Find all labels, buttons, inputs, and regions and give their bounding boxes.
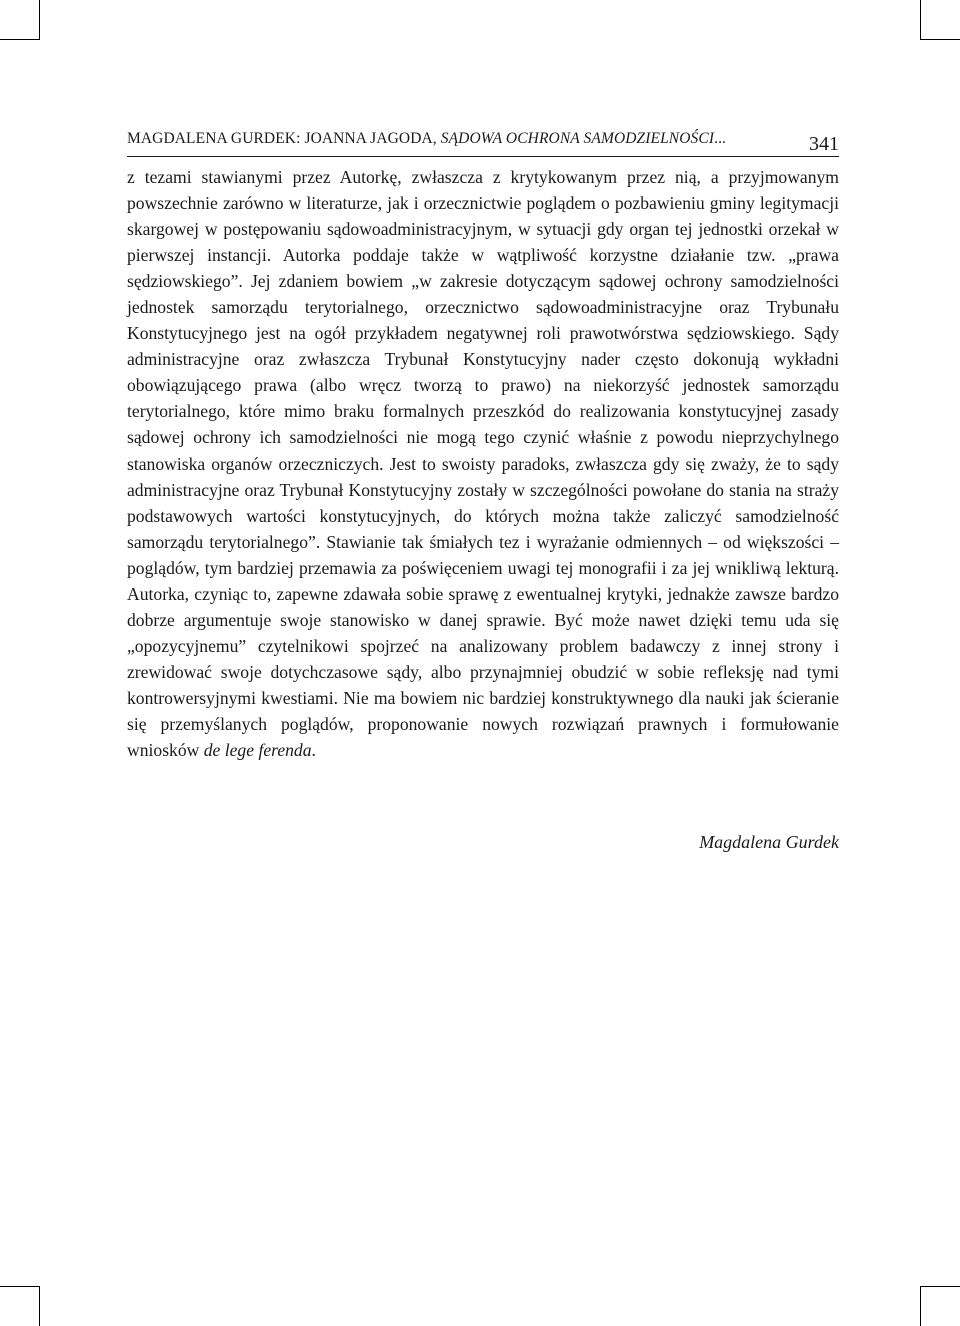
body-text-end: . xyxy=(311,740,316,761)
body-text-italic-phrase: de lege ferenda xyxy=(203,740,312,761)
running-head-book-title: SĄDOWA OCHRONA SAMODZIELNOŚCI xyxy=(440,130,715,147)
running-head xyxy=(127,130,839,157)
body-paragraph xyxy=(127,164,839,763)
crop-mark-bottom-left-vertical xyxy=(39,1286,40,1326)
running-head-ellipsis: ... xyxy=(714,130,727,147)
crop-mark-top-right-vertical xyxy=(920,0,921,40)
crop-mark-top-left-vertical xyxy=(39,0,40,40)
body-text-main: z tezami stawianymi przez Autorkę, zwłaszcza z krytykowanym przez nią, a przyjmowanym powszechnie zarówno w literaturze, jak i orzecznictwie poglądem o pozbawieniu gminy legitymacji skargowej w postępowaniu sądowoadministracyjnym, w sytuacji gdy organ tej jednostki orzekał w pierwszej instancji. Autorka poddaje także w wątpliwość korzystne działanie tzw. „prawa sędziowskiego”. Jej zdaniem bowiem „w zakresie dotyczącym sądowej ochrony samodzielności jednostek samorządu terytorialnego, orzecznictwo sądowoadministracyjne oraz Trybunału Konstytucyjnego jest na ogół przykładem negatywnej roli prawotwórstwa sędziowskiego. Sądy administracyjne oraz zwłaszcza Trybunał Konstytucyjny nader często dokonują wykładni obowiązującego prawa (albo wręcz tworzą to prawo) na niekorzyść jednostek samorządu terytorialnego, które mimo braku formalnych przeszkód do realizowania konstytucyjnej zasady sądowej ochrony ich samodzielności nie mogą tego czynić właśnie z powodu nieprzychylnego stanowiska organów orzeczniczych. Jest to swoisty paradoks, zwłaszcza gdy się zważy, że to sądy administracyjne oraz Trybunał Konstytucyjny zostały w szczególności powołane do stania na straży podstawowych wartości konstytucyjnych, do których można także zaliczyć samodzielność samorządu terytorialnego”. Stawianie tak śmiałych tez i wyrażanie odmiennych – od większości – poglądów, tym bardziej przemawia za poświęceniem uwagi tej monografii i za jej wnikliwą lekturą. Autorka, czyniąc to, zapewne zdawała sobie sprawę z ewentualnej krytyki, jednakże zawsze bardzo dobrze argumentuje swoje stanowisko w danej sprawie. Być może nawet dzięki temu uda się „opozycyjnemu” czytelnikowi spojrzeć na analizowany problem badawczy z innej strony i zrewidować swoje dotychczasowe sądy, albo przynajmniej obudzić w sobie refleksję nad tymi kontrowersyjnymi kwestiami. Nie ma bowiem nic bardziej konstruktywnego dla nauki jak ścieranie się przemyślanych poglądów, proponowanie nowych rozwiązań prawnych i formułowanie wniosków xyxy=(127,167,839,761)
author-signature: Magdalena Gurdek xyxy=(699,832,839,852)
running-head-authors: MAGDALENA GURDEK: JOANNA JAGODA, xyxy=(127,130,441,147)
crop-mark-top-right-horizontal xyxy=(920,39,960,40)
crop-mark-top-left-horizontal xyxy=(0,39,40,40)
crop-mark-bottom-right-horizontal xyxy=(920,1286,960,1287)
page-number: 341 xyxy=(809,133,839,155)
crop-mark-bottom-left-horizontal xyxy=(0,1286,40,1287)
running-head-title xyxy=(127,130,726,148)
crop-mark-bottom-right-vertical xyxy=(920,1286,921,1326)
